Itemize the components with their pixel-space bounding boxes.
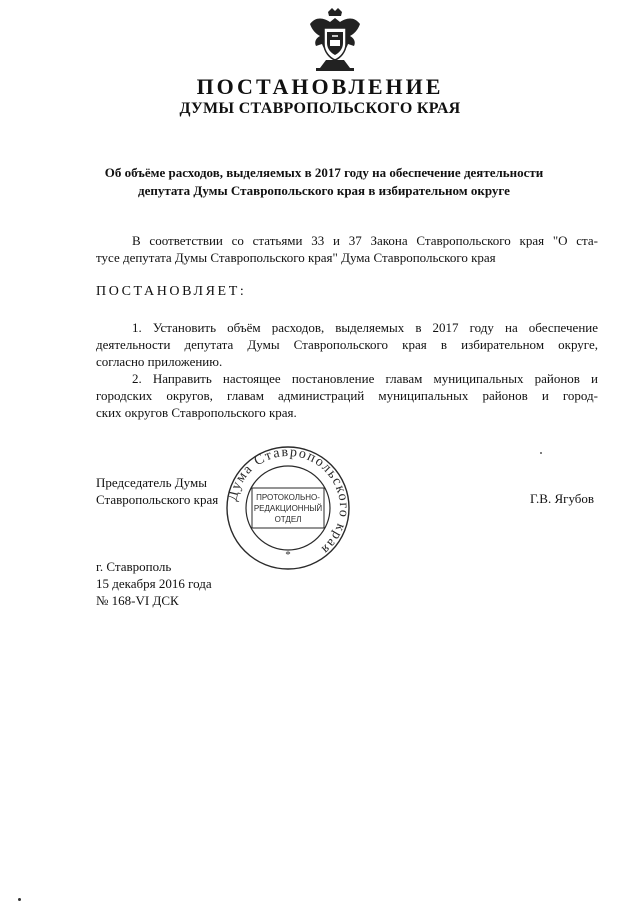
signatory-position <box>96 474 218 508</box>
preamble-paragraph <box>96 232 598 266</box>
item-2-paragraph <box>96 370 598 421</box>
item-1-paragraph <box>96 319 598 370</box>
stamp-inner-line: ОТДЕЛ <box>274 515 302 524</box>
resolves-heading: ПОСТАНОВЛЯЕТ: <box>96 284 247 299</box>
preamble-line: тусе депутата Думы Ставропольского края" Дума Ставропольского края <box>96 250 496 265</box>
item-line: городских округов, главам администраций муниципальных районов и город- <box>96 388 598 403</box>
item-line: деятельности депутата Думы Ставропольского края в избирательном округе, <box>96 337 598 352</box>
item-line: 1. Установить объём расходов, выделяемых в 2017 году на обеспечение <box>132 320 598 335</box>
document-title: ПОСТАНОВЛЕНИЕ <box>196 74 444 99</box>
official-stamp-seal <box>224 444 352 572</box>
preamble-line: В соответствии со статьями 33 и 37 Закона Ставропольского края "О ста- <box>132 233 598 248</box>
coat-of-arms-emblem-icon <box>306 6 364 72</box>
item-line: согласно приложению. <box>96 354 223 369</box>
heading-line: депутата Думы Ставропольского края в избирательном округе <box>138 183 510 198</box>
signatory-name: Г.В. Ягубов <box>530 491 595 506</box>
position-line: Председатель Думы <box>96 475 207 490</box>
item-line: ских округов Ставропольского края. <box>96 405 297 420</box>
document-footer <box>96 558 212 609</box>
scan-speck <box>540 452 542 454</box>
scan-speck <box>18 898 21 901</box>
position-line: Ставропольского края <box>96 492 219 507</box>
document-heading <box>60 164 588 200</box>
footer-number: № 168-VI ДСК <box>96 593 179 608</box>
document-subtitle: ДУМЫ СТАВРОПОЛЬСКОГО КРАЯ <box>179 100 461 117</box>
footer-city: г. Ставрополь <box>96 559 172 574</box>
stamp-inner-line: ПРОТОКОЛЬНО- <box>256 493 320 502</box>
footer-date: 15 декабря 2016 года <box>96 576 212 591</box>
heading-line: Об объёме расходов, выделяемых в 2017 году на обеспечение деятельности <box>104 165 544 180</box>
stamp-outer-text: Дума Ставропольского края <box>225 444 352 558</box>
stamp-inner-line: РЕДАКЦИОННЫЙ <box>253 504 323 513</box>
item-line: 2. Направить настоящее постановление главам муниципальных районов и <box>132 371 598 386</box>
stamp-star: * <box>285 549 291 561</box>
